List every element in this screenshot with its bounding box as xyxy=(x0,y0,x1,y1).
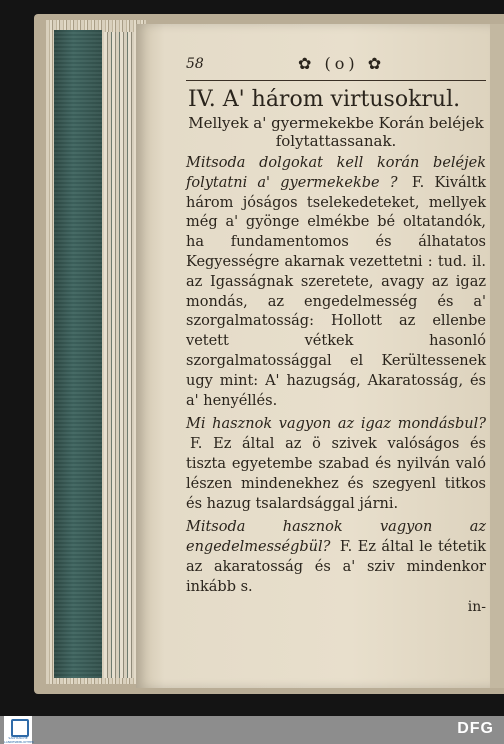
answer-text: F. Ez által az ö szivek valóságos és tiszta egyetembe szabad és nyilván való lészen mindenekhez és szegyenl titkos és hazug tsalardsággal járni. xyxy=(186,436,486,512)
library-logo[interactable] xyxy=(4,716,35,744)
library-logo-text: SÄCHSISCHE LANDESBIBLIOTHEK xyxy=(4,736,35,744)
running-header xyxy=(186,52,486,78)
page-edge-stack xyxy=(104,32,134,678)
catchword: in- xyxy=(467,598,486,615)
question-text: Mitsoda hasznok vagyon az engedelmességbül? xyxy=(186,519,486,556)
page-text xyxy=(186,52,486,616)
question-text: Mi hasznok vagyon az igaz mondásbul? xyxy=(186,416,486,433)
page-right-edge xyxy=(490,24,504,688)
paragraph xyxy=(186,415,486,514)
dfg-logo[interactable]: DFG xyxy=(457,720,494,737)
paragraph xyxy=(186,154,486,411)
paragraph xyxy=(186,518,486,597)
answer-text: F. Ez által le tétetik az akaratosság és a' sziv mindenkor inkább s. xyxy=(186,539,487,595)
header-rule xyxy=(186,80,486,81)
question-text: Mitsoda dolgokat kell korán beléjek folytatni a' gyermekekbe ? xyxy=(186,155,486,191)
chapter-title: IV. A' három virtusokrul. xyxy=(188,87,461,112)
answer-text: F. Kiváltk három jóságos tselekedeteket, mellyek még a' gyönge elmékbe bé oltatandók, ha fundamentomos és álhatatos Kegyességre akarnak vezettetni : tud. il. az Igasságnak szeretete, avagy az igaz mondás, az engedelmesség és a' szorgalmatosság: Hollott az ellenbe vetett vétkek hasonló szorgalmatossággal el Kerültessenek ugy mint: A' hazugság, Akaratosság, és a' henyéllés. xyxy=(186,174,486,409)
chapter-subtitle: Mellyek a' gyermekekbe Korán beléjek folytattassanak. xyxy=(188,114,484,150)
header-ornament: ✿ (o) ✿ xyxy=(298,54,386,73)
viewer-footer-bar xyxy=(0,716,504,744)
library-shield-icon xyxy=(11,719,29,737)
book-spine xyxy=(54,30,102,678)
page-number: 58 xyxy=(186,56,204,72)
